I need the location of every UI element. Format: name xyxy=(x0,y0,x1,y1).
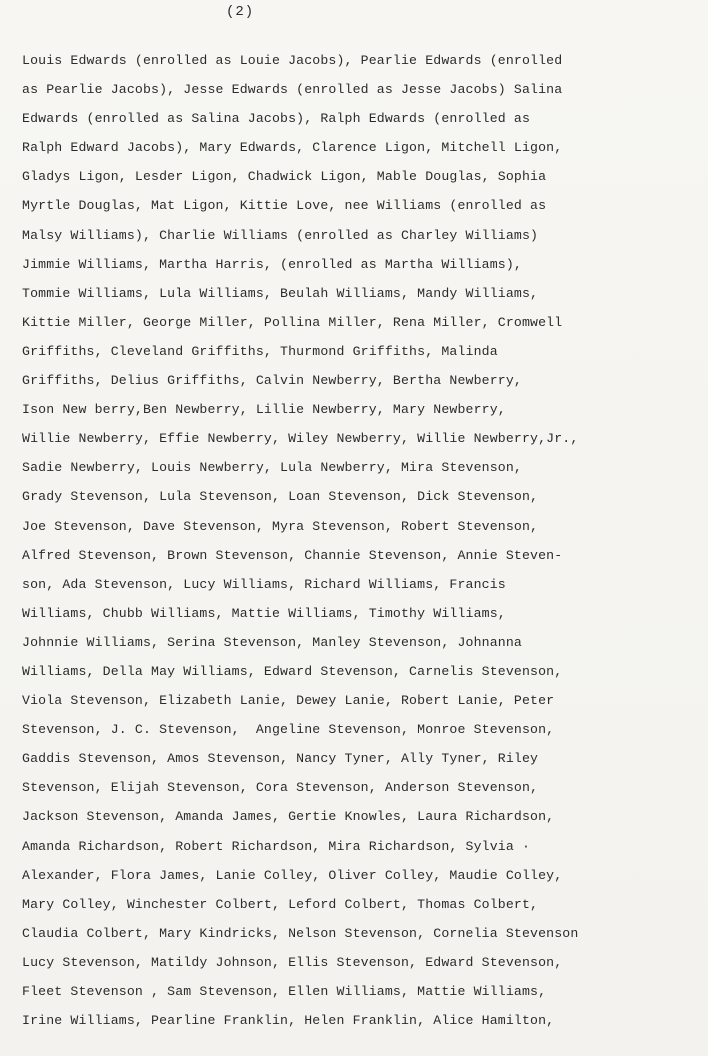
text-line: Willie Newberry, Effie Newberry, Wiley Newberry, Willie Newberry,Jr., xyxy=(22,431,579,447)
text-line: Stevenson, J. C. Stevenson, Angeline Stevenson, Monroe Stevenson, xyxy=(22,722,555,738)
text-line: Gaddis Stevenson, Amos Stevenson, Nancy Tyner, Ally Tyner, Riley xyxy=(22,751,539,767)
text-line: Alfred Stevenson, Brown Stevenson, Channie Stevenson, Annie Steven- xyxy=(22,547,563,563)
text-line: Viola Stevenson, Elizabeth Lanie, Dewey Lanie, Robert Lanie, Peter xyxy=(22,693,555,709)
text-line: Williams, Della May Williams, Edward Stevenson, Carnelis Stevenson, xyxy=(22,663,563,679)
text-line: Lucy Stevenson, Matildy Johnson, Ellis Stevenson, Edward Stevenson, xyxy=(22,954,563,970)
text-line: Tommie Williams, Lula Williams, Beulah Williams, Mandy Williams, xyxy=(22,285,539,301)
text-line: Edwards (enrolled as Salina Jacobs), Ralph Edwards (enrolled as xyxy=(22,111,531,127)
page-number: (2) xyxy=(226,4,255,20)
text-line: Fleet Stevenson , Sam Stevenson, Ellen Williams, Mattie Williams, xyxy=(22,984,547,999)
text-line: Irine Williams, Pearline Franklin, Helen Franklin, Alice Hamilton, xyxy=(22,1013,555,1029)
text-line: Mary Colley, Winchester Colbert, Leford Colbert, Thomas Colbert, xyxy=(22,896,539,912)
text-line: as Pearlie Jacobs), Jesse Edwards (enrolled as Jesse Jacobs) Salina xyxy=(22,82,563,98)
text-line: Ison New berry,Ben Newberry, Lillie Newberry, Mary Newberry, xyxy=(22,402,506,418)
text-line: son, Ada Stevenson, Lucy Williams, Richard Williams, Francis xyxy=(22,576,506,592)
text-line: Griffiths, Cleveland Griffiths, Thurmond Griffiths, Malinda xyxy=(22,343,498,359)
text-line: Johnnie Williams, Serina Stevenson, Manley Stevenson, Johnanna xyxy=(22,634,522,650)
text-line: Claudia Colbert, Mary Kindricks, Nelson Stevenson, Cornelia Stevenson xyxy=(22,925,579,941)
text-line: Williams, Chubb Williams, Mattie Williams, Timothy Williams, xyxy=(22,605,506,621)
text-line: Grady Stevenson, Lula Stevenson, Loan Stevenson, Dick Stevenson, xyxy=(22,489,539,505)
text-line: Jimmie Williams, Martha Harris, (enrolled as Martha Williams), xyxy=(22,256,522,272)
text-line: Gladys Ligon, Lesder Ligon, Chadwick Ligon, Mable Douglas, Sophia xyxy=(22,169,547,185)
text-line: Ralph Edward Jacobs), Mary Edwards, Clarence Ligon, Mitchell Ligon, xyxy=(22,140,563,156)
text-line: Kittie Miller, George Miller, Pollina Miller, Rena Miller, Cromwell xyxy=(22,314,563,330)
text-line: Joe Stevenson, Dave Stevenson, Myra Stevenson, Robert Stevenson, xyxy=(22,518,539,534)
text-line: Jackson Stevenson, Amanda James, Gertie Knowles, Laura Richardson, xyxy=(22,809,555,825)
text-line: Stevenson, Elijah Stevenson, Cora Stevenson, Anderson Stevenson, xyxy=(22,780,539,796)
text-line: Louis Edwards (enrolled as Louie Jacobs), Pearlie Edwards (enrolled xyxy=(22,53,563,68)
text-line: Griffiths, Delius Griffiths, Calvin Newberry, Bertha Newberry, xyxy=(22,373,522,389)
text-line: Malsy Williams), Charlie Williams (enrolled as Charley Williams) xyxy=(22,227,539,243)
text-line: Myrtle Douglas, Mat Ligon, Kittie Love, nee Williams (enrolled as xyxy=(22,198,547,214)
text-line: Sadie Newberry, Louis Newberry, Lula Newberry, Mira Stevenson, xyxy=(22,460,522,476)
text-line: Alexander, Flora James, Lanie Colley, Oliver Colley, Maudie Colley, xyxy=(22,867,563,883)
typed-name-list xyxy=(22,46,708,1035)
text-line: Amanda Richardson, Robert Richardson, Mira Richardson, Sylvia · xyxy=(22,838,531,854)
